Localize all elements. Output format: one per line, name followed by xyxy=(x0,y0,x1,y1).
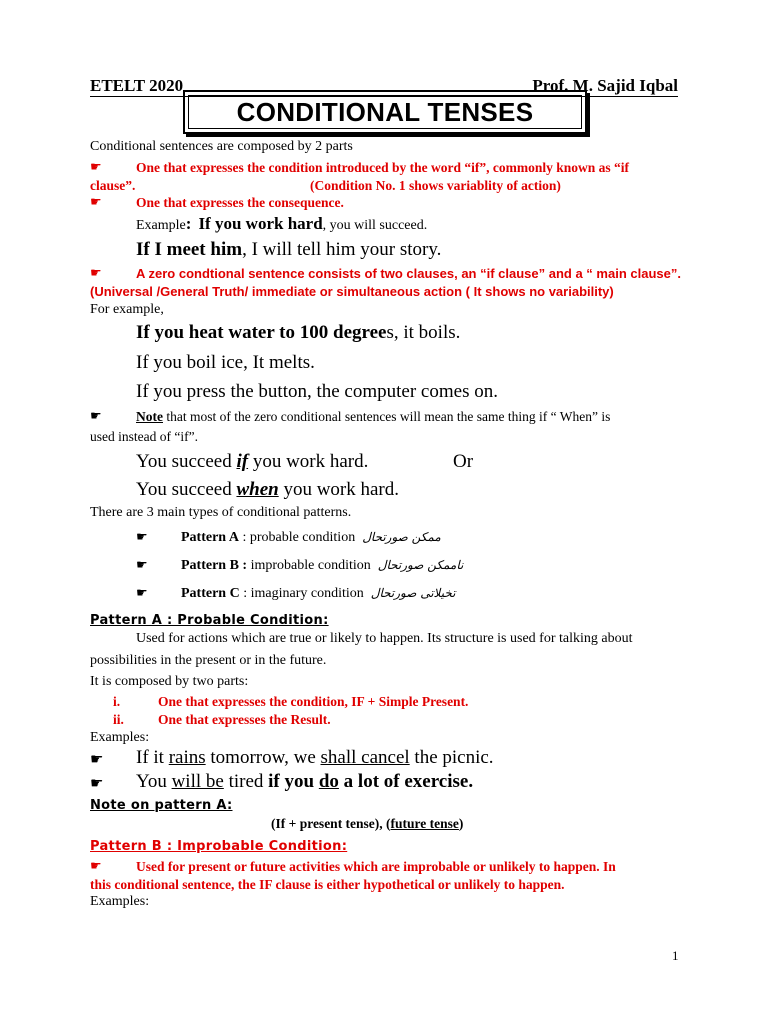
zero-example-1 xyxy=(136,322,460,344)
pattern-b-item xyxy=(181,558,463,574)
zero-example-3: If you press the button, the computer comes on. xyxy=(136,381,498,402)
example-label: Example xyxy=(136,218,186,233)
part-ii-num: ii. xyxy=(113,712,124,727)
note-line-1-rest: that most of the zero conditional sentences will mean the same thing if “ When” is xyxy=(163,409,611,424)
pattern-a-label: Pattern A xyxy=(181,530,239,545)
formula-b: future tense xyxy=(390,816,459,831)
pointing-hand-icon: ☛ xyxy=(136,558,148,573)
page-title: CONDITIONAL TENSES xyxy=(236,96,534,127)
pa-ex1-cancel: shall cancel xyxy=(320,747,410,768)
pattern-b-line-1: Used for present or future activities which are improbable or unlikely to happen. In xyxy=(136,859,616,874)
pa-ex1-b: tomorrow, we xyxy=(205,747,321,768)
pointing-hand-icon: ☛ xyxy=(136,586,148,601)
note-example-1-a: You succeed xyxy=(136,451,237,472)
example-1 xyxy=(136,214,427,234)
intro-line: Conditional sentences are composed by 2 parts xyxy=(90,139,353,154)
pattern-a-composed: It is composed by two parts: xyxy=(90,674,249,689)
note-example-1 xyxy=(136,451,368,473)
pattern-a-example-1 xyxy=(136,747,494,769)
part-i-text: One that expresses the condition, IF + Simple Present. xyxy=(158,694,469,709)
pa-ex2-a: You xyxy=(136,771,172,792)
pattern-a-example-2 xyxy=(136,771,473,793)
pa-ex1-c: the picnic. xyxy=(409,747,494,768)
pattern-a-examples-label: Examples: xyxy=(90,730,150,745)
pattern-a-sep: : xyxy=(238,530,250,545)
pa-ex1-a: If it xyxy=(136,747,169,768)
pointing-hand-icon: ☛ xyxy=(90,409,102,424)
note-example-2-when: when xyxy=(236,479,279,500)
example-rest: , you will succeed. xyxy=(322,218,428,233)
part1-line-a: One that expresses the condition introduced by the word “if”, commonly known as “if xyxy=(136,160,630,175)
part-i-num: i. xyxy=(113,694,121,709)
pointing-hand-icon: ☛ xyxy=(90,160,102,175)
pattern-a-urdu: ممکن صورتحال xyxy=(362,530,441,544)
part-ii-text: One that expresses the Result. xyxy=(158,712,331,727)
formula-c: ) xyxy=(458,816,464,831)
example-2-rest: , I will tell him your story. xyxy=(242,239,442,260)
zero-example-2: If you boil ice, It melts. xyxy=(136,352,315,373)
note-label: Note xyxy=(136,409,163,424)
note-line-2: used instead of “if”. xyxy=(90,429,198,444)
pattern-c-urdu: تخیلاتی صورتحال xyxy=(370,586,456,600)
pointing-hand-icon: ☛ xyxy=(90,859,102,874)
title-box xyxy=(183,90,587,134)
pattern-b-desc: improbable condition xyxy=(250,558,371,573)
note-pattern-a-heading: Note on pattern A: xyxy=(90,798,233,813)
pattern-b-line-2: this conditional sentence, the IF clause is either hypothetical or unlikely to happen. xyxy=(90,877,565,892)
pattern-b-label: Pattern B : xyxy=(181,558,248,573)
pointing-hand-icon: ☛ xyxy=(136,530,148,545)
pattern-a-formula xyxy=(271,816,463,832)
pattern-a-desc: probable condition xyxy=(249,530,356,545)
example-colon: : xyxy=(185,214,192,233)
zero-example-1-rest: s, it boils. xyxy=(386,322,461,343)
pattern-c-item xyxy=(181,586,455,602)
pattern-c-sep: : xyxy=(239,586,251,601)
note-example-1-b: you work hard. xyxy=(248,451,369,472)
pa-ex2-do: do xyxy=(318,771,339,792)
note-example-2 xyxy=(136,479,399,501)
pa-ex2-willbe: will be xyxy=(171,771,224,792)
types-intro: There are 3 main types of conditional patterns. xyxy=(90,505,352,520)
pattern-a-heading: Pattern A : Probable Condition: xyxy=(90,613,329,628)
for-example: For example, xyxy=(90,302,164,317)
note-line-1 xyxy=(136,409,610,425)
pattern-b-urdu: ناممکن صورتحال xyxy=(377,558,464,572)
example-2-bold: If I meet him xyxy=(136,239,243,260)
header-left: ETELT 2020 xyxy=(90,76,184,95)
part2-line: One that expresses the consequence. xyxy=(136,195,344,210)
pa-ex2-b: tired xyxy=(223,771,269,792)
formula-a: (If + present tense), ( xyxy=(271,816,391,831)
note-or: Or xyxy=(453,451,474,472)
part1-line-b: clause”. xyxy=(90,178,136,193)
page-number: 1 xyxy=(672,948,679,963)
note-example-2-a: You succeed xyxy=(136,479,237,500)
pattern-a-desc-1: Used for actions which are true or likely to happen. Its structure is used for talking about xyxy=(136,631,633,646)
zero-example-1-bold: If you heat water to 100 degree xyxy=(136,322,387,343)
pointing-hand-icon: ☛ xyxy=(90,750,104,768)
note-example-1-if: if xyxy=(236,451,249,472)
example-2 xyxy=(136,239,441,261)
pattern-c-desc: imaginary condition xyxy=(250,586,364,601)
pattern-b-examples-label: Examples: xyxy=(90,894,150,909)
pointing-hand-icon: ☛ xyxy=(90,195,102,210)
pattern-a-desc-2: possibilities in the present or in the future. xyxy=(90,653,327,668)
pa-ex2-bold1: if you xyxy=(268,771,319,792)
pattern-c-label: Pattern C xyxy=(181,586,240,601)
pattern-b-heading: Pattern B : Improbable Condition: xyxy=(90,839,348,854)
pa-ex2-bold2: a lot of exercise. xyxy=(338,771,474,792)
part1-line-c: (Condition No. 1 shows variablity of action) xyxy=(310,178,561,193)
zero-line-1: A zero condtional sentence consists of two clauses, an “if clause” and a “ main clause”. xyxy=(136,266,681,281)
pointing-hand-icon: ☛ xyxy=(90,774,104,792)
pattern-a-item xyxy=(181,530,441,546)
pointing-hand-icon: ☛ xyxy=(90,266,102,281)
header-right: Prof. M. Sajid Iqbal xyxy=(532,76,678,95)
note-example-2-b: you work hard. xyxy=(278,479,400,500)
example-bold: If you work hard xyxy=(198,214,323,233)
pa-ex1-rains: rains xyxy=(168,747,206,768)
zero-line-2: (Universal /General Truth/ immediate or simultaneous action ( It shows no variability) xyxy=(90,284,614,299)
